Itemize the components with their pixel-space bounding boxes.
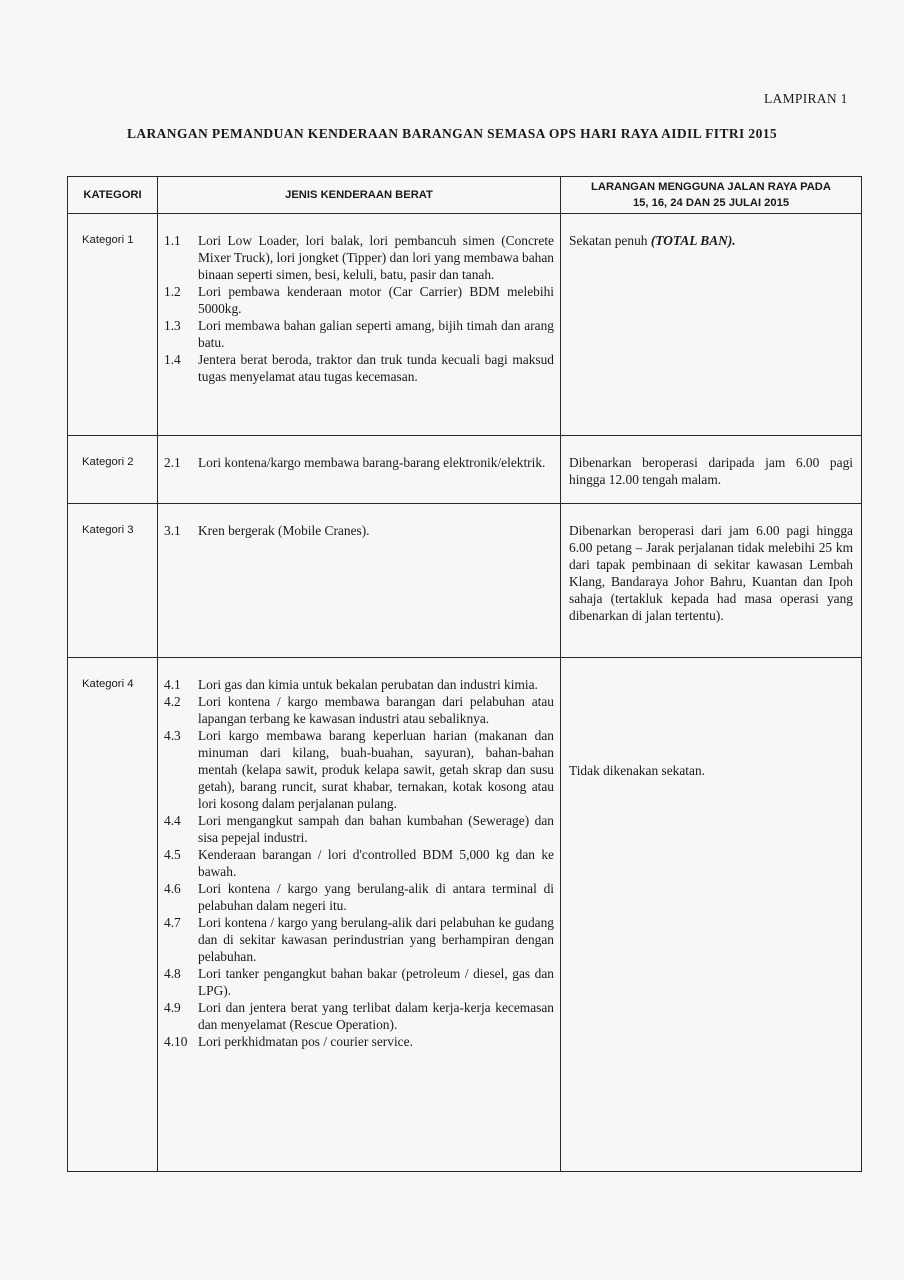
item-number: 4.6 (164, 881, 181, 896)
header-kategori: KATEGORI (68, 177, 158, 214)
list-item (164, 727, 554, 812)
list-item (164, 454, 554, 471)
item-number: 4.3 (164, 728, 181, 743)
item-text: Lori dan jentera berat yang terlibat dalam kerja-kerja kecemasan dan menyelamat (Rescue Operation). (198, 1000, 554, 1032)
item-number: 1.2 (164, 284, 181, 299)
table-row-kategori-4 (68, 658, 862, 1172)
list-item (164, 317, 554, 351)
item-text: Lori gas dan kimia untuk bekalan perubatan dan industri kimia. (198, 677, 538, 692)
restriction-cell: Dibenarkan beroperasi daripada jam 6.00 pagi hingga 12.00 tengah malam. (561, 436, 862, 504)
item-number: 4.4 (164, 813, 181, 828)
item-text: Jentera berat beroda, traktor dan truk tunda kecuali bagi maksud tugas menyelamat atau tugas kecemasan. (198, 352, 554, 384)
vehicle-list (158, 658, 561, 1172)
item-text: Lori kontena / kargo membawa barangan dari pelabuhan atau lapangan terbang ke kawasan industri atau sebaliknya. (198, 694, 554, 726)
item-text: Lori Low Loader, lori balak, lori pembancuh simen (Concrete Mixer Truck), lori jongket (Tipper) dan lori yang membawa bahan binaan seperti simen, besi, keluli, batu, pasir dan tanah. (198, 233, 554, 282)
item-number: 1.4 (164, 352, 181, 367)
list-item (164, 232, 554, 283)
list-item (164, 522, 554, 539)
restriction-cell (561, 214, 862, 436)
item-number: 4.5 (164, 847, 181, 862)
kategori-cell: Kategori 4 (68, 658, 158, 1172)
item-text: Kren bergerak (Mobile Cranes). (198, 523, 370, 538)
list-item (164, 846, 554, 880)
item-text: Lori mengangkut sampah dan bahan kumbahan (Sewerage) dan sisa pepejal industri. (198, 813, 554, 845)
item-text: Lori perkhidmatan pos / courier service. (198, 1034, 413, 1049)
restriction-cell: Dibenarkan beroperasi dari jam 6.00 pagi hingga 6.00 petang – Jarak perjalanan tidak melebihi 25 km dari tapak pembinaan di sekitar kawasan Lembah Klang, Bandaraya Johor Bahru, Kuantan dan Ipoh sahaja (tertakluk kepada had masa operasi yang dibenarkan di jalan tertentu). (561, 504, 862, 658)
list-item (164, 914, 554, 965)
restriction-cell (561, 658, 862, 1172)
table-row-kategori-1 (68, 214, 862, 436)
item-number: 4.2 (164, 694, 181, 709)
item-number: 4.1 (164, 677, 181, 692)
header-jenis: JENIS KENDERAAN BERAT (158, 177, 561, 214)
restriction-text: Sekatan penuh (569, 233, 648, 248)
table-row-kategori-2 (68, 436, 862, 504)
list-item (164, 1033, 554, 1050)
item-number: 1.1 (164, 233, 181, 248)
table-row-kategori-3 (68, 504, 862, 658)
kategori-cell: Kategori 2 (68, 436, 158, 504)
header-larangan (561, 177, 862, 214)
header-larangan-line2: 15, 16, 24 DAN 25 JULAI 2015 (632, 197, 790, 209)
item-text: Lori kontena/kargo membawa barang-barang elektronik/elektrik. (198, 455, 546, 470)
restriction-text: Tidak dikenakan sekatan. (569, 763, 705, 778)
vehicle-list (158, 214, 561, 436)
appendix-label: LAMPIRAN 1 (764, 91, 848, 106)
list-item (164, 676, 554, 693)
list-item (164, 880, 554, 914)
restriction-emphasis: (TOTAL BAN). (650, 233, 736, 248)
item-number: 1.3 (164, 318, 181, 333)
list-item (164, 999, 554, 1033)
item-number: 4.9 (164, 1000, 181, 1015)
item-number: 2.1 (164, 455, 181, 470)
list-item (164, 351, 554, 385)
list-item (164, 965, 554, 999)
vehicle-list (158, 504, 561, 658)
item-text: Lori kontena / kargo yang berulang-alik di antara terminal di pelabuhan dalam negeri itu. (198, 881, 554, 913)
kategori-cell: Kategori 3 (68, 504, 158, 658)
list-item (164, 812, 554, 846)
vehicle-list (158, 436, 561, 504)
item-text: Lori kargo membawa barang keperluan harian (makanan dan minuman dari kilang, buah-buahan, sayuran), bahan-bahan mentah (kelapa sawit, produk kelapa sawit, getah skrap dan susu getah), barang runcit, surat khabar, ternakan, kotak kosong atau lori kosong dalam perjalanan pulang. (198, 728, 554, 811)
item-text: Lori kontena / kargo yang berulang-alik dari pelabuhan ke gudang dan di sekitar kawasan perindustrian yang berhampiran dengan pelabuhan. (198, 915, 554, 964)
item-number: 4.8 (164, 966, 181, 981)
item-number: 3.1 (164, 523, 181, 538)
item-text: Kenderaan barangan / lori d'controlled BDM 5,000 kg dan ke bawah. (198, 847, 554, 879)
list-item (164, 283, 554, 317)
item-text: Lori pembawa kenderaan motor (Car Carrier) BDM melebihi 5000kg. (198, 284, 554, 316)
header-larangan-line1: LARANGAN MENGGUNA JALAN RAYA PADA (591, 181, 831, 193)
list-item (164, 693, 554, 727)
document-title: LARANGAN PEMANDUAN KENDERAAN BARANGAN SEMASA OPS HARI RAYA AIDIL FITRI 2015 (126, 126, 778, 141)
restriction-table (67, 176, 862, 1172)
kategori-cell: Kategori 1 (68, 214, 158, 436)
table-header-row (68, 177, 862, 214)
item-number: 4.10 (164, 1034, 188, 1049)
item-text: Lori membawa bahan galian seperti amang, bijih timah dan arang batu. (198, 318, 554, 350)
item-text: Lori tanker pengangkut bahan bakar (petroleum / diesel, gas dan LPG). (198, 966, 554, 998)
item-number: 4.7 (164, 915, 181, 930)
